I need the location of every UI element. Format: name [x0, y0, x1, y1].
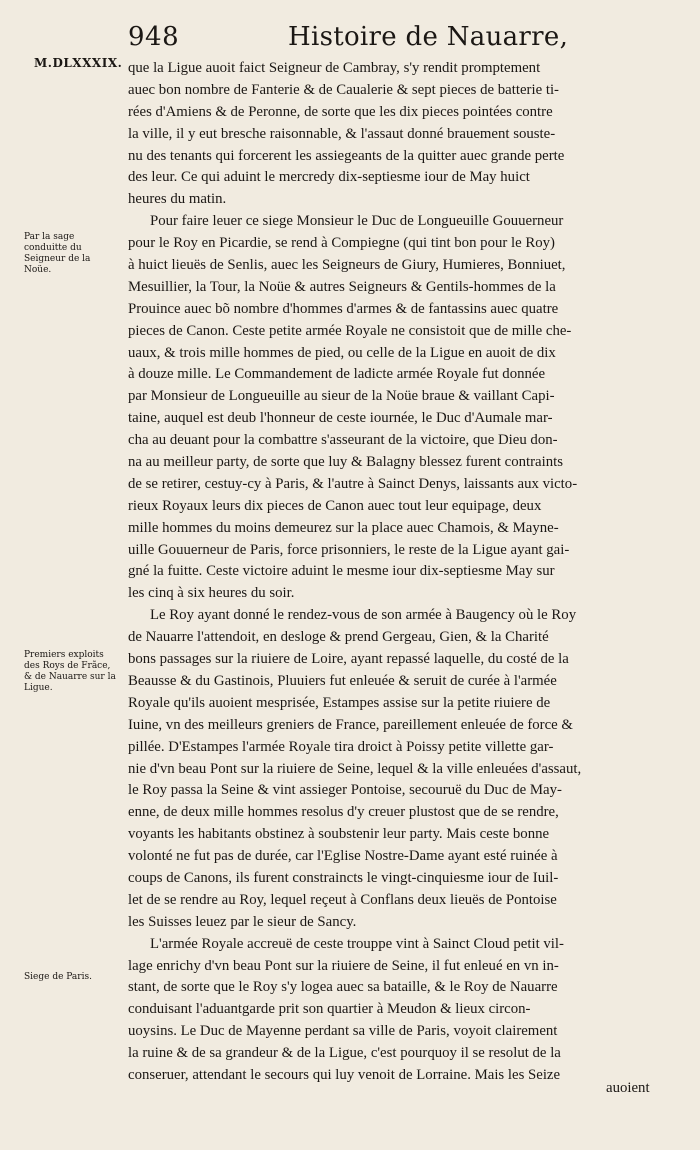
text-line: gné la fuitte. Ceste victoire aduint le mesme iour dix-septiesme May sur: [128, 563, 555, 580]
page-number: 948: [128, 22, 180, 52]
text-line: L'armée Royale accreuë de ceste trouppe vint à Sainct Cloud petit vil-: [150, 935, 564, 952]
text-line: nu des tenants qui forcerent les assiegeants de la quitter auec grande perte: [128, 147, 565, 164]
text-line: Prouince auec bõ nombre d'hommes d'armes & de fantassins auec quatre: [128, 300, 559, 317]
catchword: auoient: [606, 1080, 650, 1096]
text-line: les Suisses leuez par le sieur de Sancy.: [128, 913, 357, 930]
text-line: la ville, il y eut bresche raisonnable, & l'assaut donné brauement souste-: [128, 125, 556, 142]
year-marker: M.DLXXXIX.: [34, 56, 123, 70]
text-line: des leur. Ce qui aduint le mercredy dix-septiesme iour de May huict: [128, 169, 530, 186]
text-line: uoysins. Le Duc de Mayenne perdant sa ville de Paris, voyoit clairement: [128, 1023, 558, 1040]
running-title: Histoire de Nauarre,: [288, 22, 569, 52]
text-line: par Monsieur de Longueuille au sieur de la Noüe braue & vaillant Capi-: [128, 388, 555, 405]
margin-note-siege-de-paris: Siege de Paris.: [24, 972, 92, 982]
text-line: coups de Canons, ils furent constraincts le vingt-cinquiesme iour de Iuil-: [128, 869, 559, 886]
text-line: voyants les habitants obstinez à soubstenir leur party. Mais ceste bonne: [128, 826, 550, 843]
text-line: conduisant l'aduantgarde prit son quartier à Meudon & lieux circon-: [128, 1001, 531, 1018]
text-line: pour le Roy en Picardie, se rend à Compiegne (qui tint bon pour le Roy): [128, 235, 555, 252]
text-line: la ruine & de sa grandeur & de la Ligue, c'est pourquoy il se resolut de la: [128, 1045, 561, 1062]
text-line: nie d'vn beau Pont sur la riuiere de Seine, lequel & la ville enleuées d'assaut,: [128, 760, 582, 777]
text-line: Le Roy ayant donné le rendez-vous de son armée à Baugency où le Roy: [150, 607, 577, 624]
text-line: mille hommes du moins demeurez sur la place auec Chamois, & Mayne-: [128, 519, 559, 536]
text-line: rieux Royaux leurs dix pieces de Canon auec tout leur equipage, deux: [128, 497, 542, 514]
text-line: rées d'Amiens & de Peronne, de sorte que les dix pieces pointées contre: [128, 103, 553, 120]
text-line: conseruer, attendant le secours qui luy venoit de Lorraine. Mais les Seize: [128, 1066, 561, 1083]
text-line: pieces de Canon. Ceste petite armée Royale ne consistoit que de mille che-: [128, 322, 572, 339]
text-line: de se retirer, cestuy-cy à Paris, & l'autre à Sainct Denys, laissants aux victo-: [128, 475, 578, 492]
text-line: taine, auquel est deub l'honneur de ceste iournée, le Duc d'Aumale mar-: [128, 410, 553, 427]
text-line: le Roy passa la Seine & vint assieger Pontoise, secouruë du Duc de May-: [128, 782, 562, 799]
text-line: à douze mille. Le Commandement de ladicte armée Royale fut donnée: [128, 366, 546, 383]
text-line: pillée. D'Estampes l'armée Royale tira droict à Poissy petite villette gar-: [128, 738, 554, 755]
text-line: auec bon nombre de Fanterie & de Caualerie & sept pieces de batterie ti-: [128, 81, 559, 98]
body-text: [128, 58, 676, 1087]
text-line: cha au deuant pour la combattre s'asseurant de la victoire, que Dieu don-: [128, 432, 558, 449]
text-line: que la Ligue auoit faict Seigneur de Cambray, s'y rendit promptement: [128, 60, 541, 76]
text-line: bons passages sur la riuiere de Loire, ayant repassé laquelle, du costé de la: [128, 651, 569, 668]
text-line: Beausse & du Gastinois, Pluuiers fut enleuée & seruit de curée à l'armée: [128, 672, 557, 689]
text-line: Mesuillier, la Tour, la Noüe & autres Seigneurs & Gentils-hommes de la: [128, 278, 556, 295]
text-line: enne, de deux mille hommes resolus d'y creuer plustost que de se rendre,: [128, 804, 559, 821]
text-line: volonté ne fut pas de durée, car l'Eglise Nostre-Dame ayant esté ruinée à: [128, 848, 558, 865]
text-line: uaux, & trois mille hommes de pied, ou celle de la Ligue en auoit de dix: [128, 344, 556, 361]
page-header: [128, 20, 656, 56]
margin-note-noue: Par la sage conduitte du Seigneur de la Noüe.: [24, 232, 91, 275]
text-line: lage enrichy d'vn beau Pont sur la riuiere de Seine, il fut enleué en vn in-: [128, 957, 559, 974]
text-line: Royale qu'ils auoient mesprisée, Estampes assise sur la petite riuiere de: [128, 694, 551, 711]
text-line: uille Gouuerneur de Paris, force prisonniers, le reste de la Ligue ayant gai-: [128, 541, 570, 558]
text-line: stant, de sorte que le Roy s'y logea auec sa bataille, & le Roy de Nauarre: [128, 979, 558, 996]
margin-note-premiers-exploits: Premiers exploits des Roys de Frãce, & de Nauarre sur la Ligue.: [24, 650, 116, 693]
text-line: na au meilleur party, de sorte que luy & Balagny blessez furent contraints: [128, 454, 563, 471]
text-line: de Nauarre l'attendoit, en desloge & prend Gergeau, Gien, & la Charité: [128, 629, 549, 646]
text-line: Iuine, vn des meilleurs greniers de France, pareillement enleuée de force &: [128, 716, 573, 733]
text-line: let de se rendre au Roy, lequel reçeut à Conflans deux lieuës de Pontoise: [128, 891, 557, 908]
text-line: les cinq à six heures du soir.: [128, 585, 295, 602]
text-line: Pour faire leuer ce siege Monsieur le Duc de Longueuille Gouuerneur: [150, 213, 564, 230]
text-line: à huict lieuës de Senlis, auec les Seigneurs de Giury, Humieres, Bonniuet,: [128, 257, 566, 274]
text-line: heures du matin.: [128, 191, 227, 208]
